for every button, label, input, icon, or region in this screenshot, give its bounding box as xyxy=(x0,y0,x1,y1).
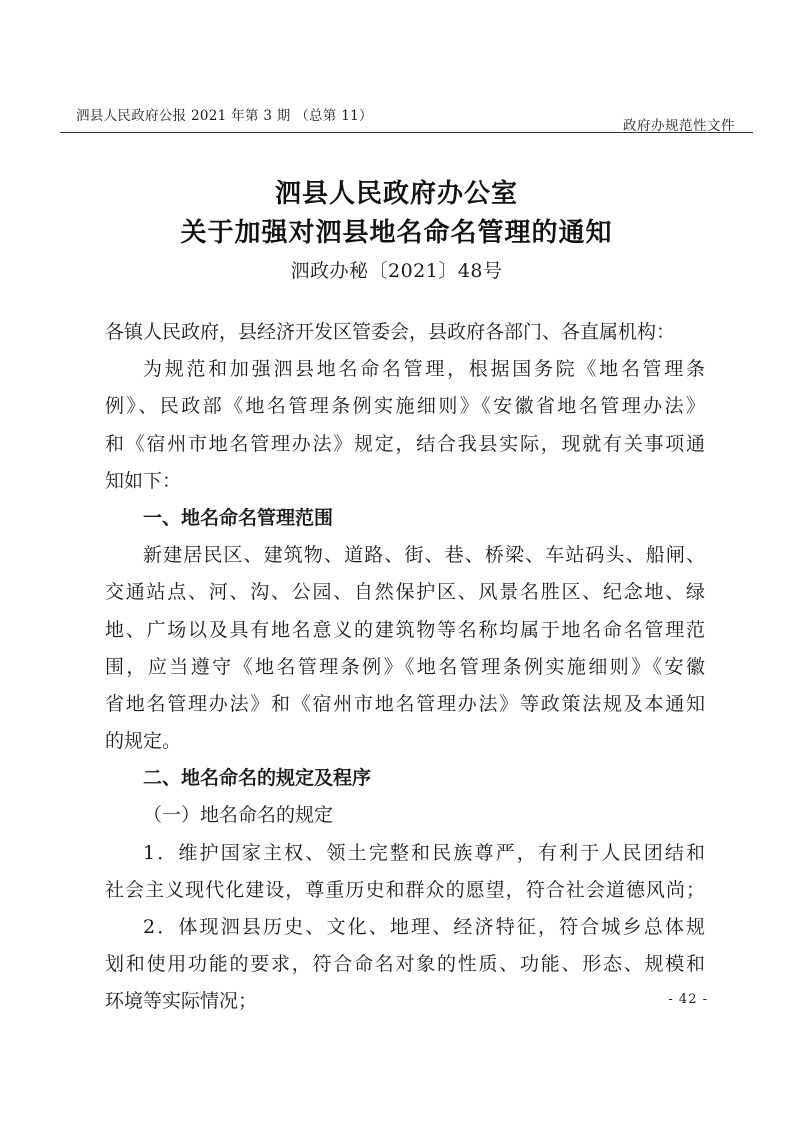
body-line: 地、广场以及具有地名意义的建筑物等名称均属于地名命名管理范 xyxy=(105,618,705,641)
body-line: 交通站点、河、沟、公园、自然保护区、风景名胜区、纪念地、绿 xyxy=(105,581,705,604)
body-line: 社会主义现代化建设，尊重历史和群众的愿望，符合社会道德风尚； xyxy=(105,878,705,901)
body-line: 知如下： xyxy=(105,469,182,492)
document-title-issuer: 泗县人民政府办公室 xyxy=(274,179,518,209)
document-number: 泗政办秘〔2021〕48号 xyxy=(290,260,503,282)
body-line: 和《宿州市地名管理办法》规定，结合我县实际，现就有关事项通 xyxy=(105,432,705,455)
body-line: 围，应当遵守《地名管理条例》《地名管理条例实施细则》《安徽 xyxy=(105,655,705,678)
gazette-header: 泗县人民政府公报 2021 年第 3 期 （总第 11） xyxy=(76,108,373,124)
subsection-heading: （一）地名命名的规定 xyxy=(143,804,334,827)
body-line: 的规定。 xyxy=(105,730,182,753)
salutation: 各镇人民政府，县经济开发区管委会，县政府各部门、各直属机构： xyxy=(105,321,676,343)
page-number: - 42 - xyxy=(668,992,708,1007)
body-line: 2．体现泗县历史、文化、地理、经济特征，符合城乡总体规 xyxy=(143,916,705,938)
header-divider xyxy=(60,132,753,133)
body-line: 环境等实际情况； xyxy=(105,990,258,1013)
section-heading-1: 一、地名命名管理范围 xyxy=(143,506,334,529)
body-line: 省地名管理办法》和《宿州市地名管理办法》等政策法规及本通知 xyxy=(105,692,705,715)
body-line: 划和使用功能的要求，符合命名对象的性质、功能、形态、规模和 xyxy=(105,953,705,976)
document-title-subject: 关于加强对泗县地名命名管理的通知 xyxy=(180,218,613,248)
document-category: 政府办规范性文件 xyxy=(623,118,735,134)
body-line: 1．维护国家主权、领土完整和民族尊严，有利于人民团结和 xyxy=(143,841,705,864)
document-body xyxy=(105,314,705,1021)
body-line: 新建居民区、建筑物、道路、街、巷、桥梁、车站码头、船闸、 xyxy=(143,544,705,567)
body-line: 例》、民政部《地名管理条例实施细则》《安徽省地名管理办法》 xyxy=(105,395,705,418)
body-line: 为规范和加强泗县地名命名管理，根据国务院《地名管理条 xyxy=(143,358,705,381)
section-heading-2: 二、地名命名的规定及程序 xyxy=(143,767,372,790)
